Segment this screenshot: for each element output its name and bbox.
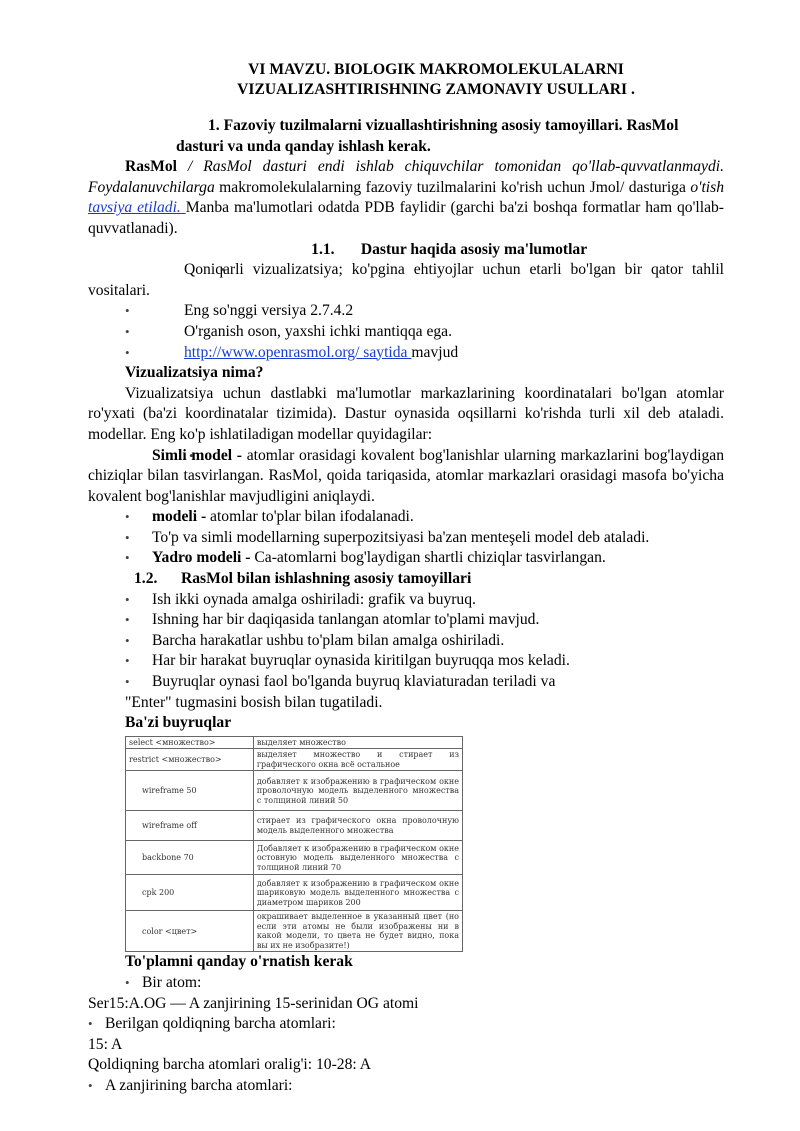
list-item: • Ish ikki oynada amalga oshiriladi: grafik va buyruq. (88, 590, 724, 611)
command-cell: color <цвет> (126, 911, 254, 952)
description-cell: добавляет к изображению в графическом окне проволочную модель выделенного множества с толщиной линий 50 (253, 771, 462, 811)
title-line-2: VIZUALIZASHTIRISHNING ZAMONAVIY USULLARI . (237, 81, 635, 98)
list-item: • Barcha harakatlar ushbu to'plam bilan amalga oshiriladi. (88, 631, 724, 652)
command-cell: wireframe 50 (126, 771, 254, 811)
model-item-ball: • modeli - atomlar to'plar bilan ifodalanadi. (88, 507, 724, 528)
list-item (88, 343, 724, 364)
table-row (126, 736, 463, 749)
heading-1 (88, 116, 724, 157)
viz-heading: Vizualizatsiya nima? (125, 364, 264, 382)
command-cell: cpk 200 (126, 875, 254, 911)
command-cell: wireframe off (126, 811, 254, 841)
table-row (126, 911, 463, 952)
enter-line: "Enter" tugmasini bosish bilan tugatiladi. (125, 693, 383, 711)
list-item: • Har bir harakat buyruqlar oynasida kiritilgan buyruqqa mos keladi. (88, 651, 724, 672)
table-row (126, 875, 463, 911)
table-row (126, 771, 463, 811)
list-item: • O'rganish oson, yaxshi ichki mantiqqa ega. (88, 322, 724, 343)
model-item-backbone: • Yadro modeli - Ca-atomlarni bog'laydigan shartli chiziqlar tasvirlangan. (88, 548, 724, 569)
section-1-2-number: 1.2. (134, 570, 158, 588)
table-row (126, 841, 463, 875)
model-item-ballstick: • To'p va simli modellarning superpozitsiyasi ba'zan menteşeli model deb ataladi. (88, 528, 724, 549)
install-heading: To'plamni qanday o'rnatish kerak (125, 953, 353, 971)
list-item: • Buyruqlar oynasi faol bo'lganda buyruq klaviaturadan teriladi va (88, 672, 724, 693)
install-line-2: 15: A (88, 1035, 123, 1053)
heading-1-line-2: dasturi va unda qanday ishlash kerak. (176, 137, 431, 155)
command-cell: backbone 70 (126, 841, 254, 875)
intro-normal-2: Manba ma'lumotlari odatda PDB faylidir (garchi ba'zi boshqa formatlar ham qo'llab-quvvatlanadi). (88, 199, 724, 237)
intro-normal-1: makromolekulalarning fazoviy tuzilmalarini ko'rish uchun Jmol/ dasturiga (214, 178, 691, 196)
list-item: • Berilgan qoldiqning barcha atomlari: (88, 1014, 724, 1035)
description-cell: добавляет к изображению в графическом окне шариковую модель выделенного множества с диаметром шариков 200 (253, 875, 462, 911)
section-1-2-heading (134, 569, 724, 590)
install-line-3: Qoldiqning barcha atomlari oralig'i: 10-28: A (88, 1056, 372, 1074)
commands-heading: Ba'zi buyruqlar (125, 714, 232, 732)
commands-table (125, 736, 463, 953)
title-line-1: VI MAVZU. BIOLOGIK MAKROMOLEKULALARNI (248, 61, 624, 78)
description-cell: Добавляет к изображению в графическом окне остовную модель выделенного множества с толщиной линий 70 (253, 841, 462, 875)
command-cell: select <множество> (126, 736, 254, 749)
openrasmol-link[interactable]: http://www.openrasmol.org/ saytida (184, 343, 412, 361)
description-cell: выделяет множество и стирает из графического окна всё остальное (253, 749, 462, 771)
section-1-1-heading (148, 240, 724, 261)
heading-1-line-1: 1. Fazoviy tuzilmalarni vizuallashtirishning asosiy tamoyillari. RasMol (208, 117, 679, 134)
viz-paragraph: Vizualizatsiya uchun dastlabki ma'lumotlar markazlarining koordinatalari bo'lgan atomlar ro'yxati (ba'zi koordinatalar tizimida). Dastur oynasida oqsillarni ko'rishda turli xil deb ataladi. modellar. Eng ko'p ishlatiladigan modellar quyidagilar: (88, 384, 724, 443)
section-1-2-title: RasMol bilan ishlashning asosiy tamoyillari (181, 570, 472, 588)
description-cell: выделяет множество (253, 736, 462, 749)
install-line-1: Ser15:A.OG — A zanjirining 15-serinidan OG atomi (88, 994, 419, 1012)
table-row (126, 749, 463, 771)
section-1-1-number: 1.1. (311, 240, 335, 258)
list-item: • Bir atom: (125, 973, 724, 994)
intro-bold: RasMol (125, 158, 177, 176)
description-cell: стирает из графического окна проволочную модель выделенного множества (253, 811, 462, 841)
intro-italic-2: o'tish (690, 178, 724, 196)
openrasmol-tail: mavjud (411, 343, 459, 361)
command-cell: restrict <множество> (126, 749, 254, 771)
list-item: • Qoniqarli vizualizatsiya; ko'pgina ehtiyojlar uchun etarli bo'lgan bir qator tahlil vositalari. (88, 260, 724, 301)
list-item: • Ishning har bir daqiqasida tanlangan atomlar to'plami mavjud. (88, 610, 724, 631)
intro-italic-1: / RasMol dasturi endi ishlab chiquvchilar tomonidan qo'llab-quvvatlanmaydi. Foydalanuvchilarga (88, 158, 724, 196)
model-item-wire: • Simli model - atomlar orasidagi kovalent bog'lanishlar ularning markazlarini bog'laydigan chiziqlar bilan tasvirlangan. RasMol, qoida tariqasida, atomlar markazlari orasidagi masofa bo'yicha kovalent bog'lanishlar mavjudligini aniqlaydi. (88, 446, 724, 508)
description-cell: окрашивает выделенное в указанный цвет (но если эти атомы не были изображены ни в какой модели, то цвета не будет видно, пока вы их не изобразите!) (253, 911, 462, 952)
intro-paragraph (88, 157, 724, 239)
section-1-1-title: Dastur haqida asosiy ma'lumotlar (360, 240, 588, 258)
list-item: • A zanjirining barcha atomlari: (88, 1076, 724, 1097)
document-page (88, 60, 724, 1096)
intro-link[interactable]: tavsiya etiladi. (88, 199, 186, 217)
table-row (126, 811, 463, 841)
list-item: • Eng so'nggi versiya 2.7.4.2 (88, 301, 724, 322)
document-title (148, 60, 724, 100)
